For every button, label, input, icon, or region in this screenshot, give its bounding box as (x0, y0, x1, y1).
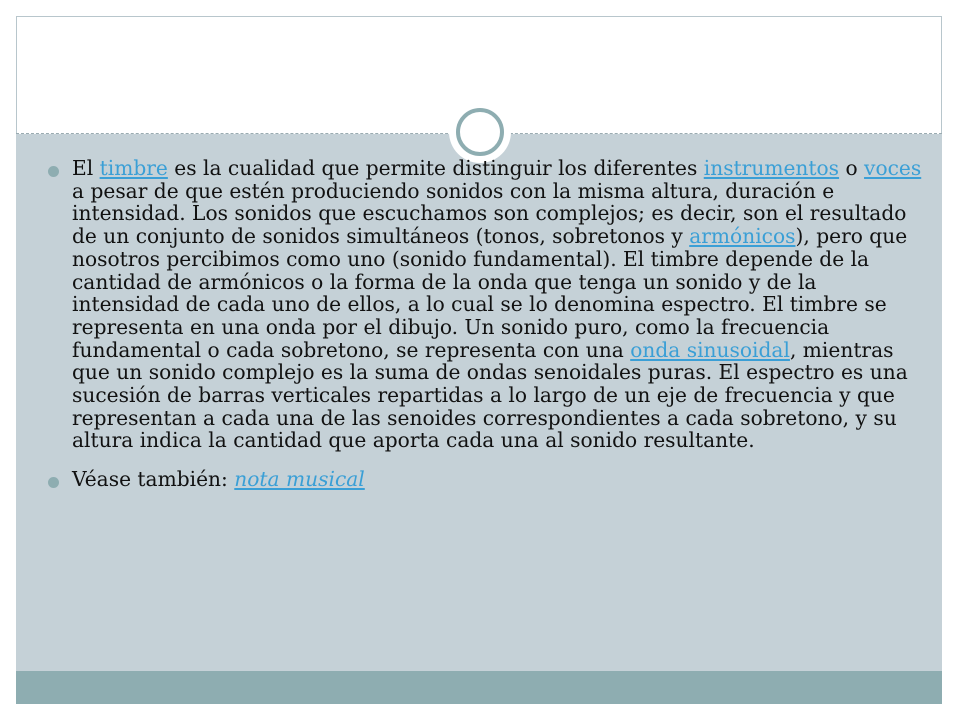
link-timbre[interactable]: timbre (99, 156, 168, 180)
bullet-item-see-also (48, 468, 928, 491)
bottom-band (16, 671, 942, 704)
see-also-label: Véase también: (72, 467, 235, 492)
link-onda-sinusoidal[interactable]: onda sinusoidal (630, 337, 790, 362)
paragraph-text: El timbre es la cualidad que permite distinguir los diferentes instrumentos o voces a pesar de que estén produciendo sonidos con la misma altura, duración e intensidad. Los sonidos que escuchamos son complejos; es decir, son el resultado de un conjunto de sonidos simultáneos (tonos, sobretonos y armónicos), pero que nosotros percibimos como uno (sonido fundamental). El timbre depende de la cantidad de armónicos o la forma de la onda que tenga un sonido y de la intensidad de cada uno de ellos, a lo cual se lo denomina espectro. El timbre se representa en una onda por el dibujo. Un sonido puro, como la frecuencia fundamental o cada sobretono, se representa con una onda sinusoidal, mientras que un sonido complejo es la suma de ondas senoidales puras. El espectro es una sucesión de barras verticales repartidas a lo largo de un eje de frecuencia y que representan a cada una de las senoides correspondientes a cada sobretono, y su altura indica la cantidad que aporta cada una al sonido resultante. (72, 156, 922, 453)
bullet-dot-icon (48, 166, 59, 177)
link-instrumentos[interactable]: instrumentos (703, 156, 840, 180)
bullet-dot-icon (48, 477, 59, 488)
circle-ring-icon (456, 108, 504, 156)
link-nota-musical[interactable]: nota musical (234, 467, 365, 492)
link-armonicos[interactable]: armónicos (689, 224, 796, 249)
link-voces[interactable]: voces (864, 156, 922, 180)
bullet-item-timbre (48, 157, 928, 452)
bullet-list (48, 157, 928, 491)
